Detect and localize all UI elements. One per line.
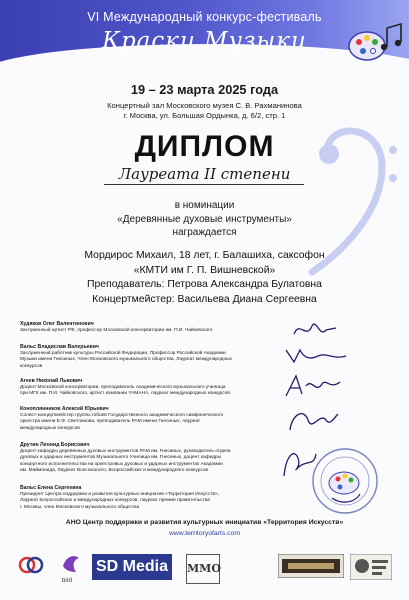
festival-palette-logo xyxy=(343,22,405,66)
jury-name: Вальс Владислав Валерьевич xyxy=(20,344,99,350)
festival-stamp xyxy=(310,446,380,516)
signature-1 xyxy=(290,318,340,342)
jury-desc-line: Заслуженный работник культуры Российской Федерации, Профессор Российской Академии xyxy=(20,351,226,356)
participant-accompanist: Концертмейстер: Васильева Диана Сергеевна xyxy=(92,293,317,305)
bird-logo-label: bird xyxy=(62,578,73,584)
venue-line-1: Концертный зал Московского музея С. В. Рахманинова xyxy=(107,101,302,110)
sd-media-logo: SD Media xyxy=(92,554,172,580)
participant-name: Мордирос Михаил, 18 лет, г. Балашиха, саксофон xyxy=(84,250,325,261)
jury-member xyxy=(20,485,310,511)
jury-desc-line: Заслуженный артист РФ, профессор Московской консерватории им. П.И. Чайковского xyxy=(20,328,213,333)
in-nomination-label: в номинации xyxy=(174,200,235,211)
participant-block xyxy=(0,249,409,307)
jury-name: Агеев Николай Львович xyxy=(20,378,83,384)
jury-desc-line: при МГК им. П.И. Чайковского, артист компании YAMAHA, лауреат международных конкурсов xyxy=(20,391,230,397)
jury-member xyxy=(20,321,310,334)
jury-name: Коноплянников Алексей Юрьевич xyxy=(20,406,109,412)
jury-member xyxy=(20,442,310,475)
partner-logo-2 xyxy=(350,554,392,580)
jury-desc-line: духовых и ударных инструментов Музыкального Училища им. Гнесиных, доцент кафедры xyxy=(20,455,222,461)
festival-title: Краски Музыки xyxy=(102,28,307,54)
jury-member xyxy=(20,378,310,398)
sponsor-logos xyxy=(0,548,409,590)
partner-logo-1 xyxy=(278,554,344,578)
awarded-label: награждается xyxy=(172,227,237,238)
jury-desc-line: концертного исполнительства на оркестровых духовых и ударных инструментах Академии xyxy=(20,461,223,467)
jury-desc-line: международных конкурсов xyxy=(20,425,80,431)
jury-name: Друтин Леонид Борисович xyxy=(20,442,90,448)
jury-desc-line: Доцент Московской консерватории, преподаватель Академического музыкального училища xyxy=(20,385,226,390)
jury-desc-line: им. Маймонида, Лауреат Всесоюзного, Всероссийских и международного конкурсов xyxy=(20,468,209,474)
nomination-name: «Деревянные духовые инструменты» xyxy=(117,213,292,225)
signature-3 xyxy=(282,372,344,400)
laureate-degree: Лауреата II степени xyxy=(118,165,291,183)
signature-4 xyxy=(284,406,340,436)
jury-desc-line: Музыки имени Гнесиных, Член Московского музыкального общества, Лауреат международных xyxy=(20,357,232,363)
jury-name: Худяков Олег Валентинович xyxy=(20,321,94,327)
signature-2 xyxy=(284,344,350,368)
nomination-block xyxy=(0,199,409,240)
festival-subtitle: VI Международный конкурс-фестиваль xyxy=(87,10,322,24)
bird-logo xyxy=(60,552,82,578)
jury-desc-line: оркестра имени Е.Ф. Светланова, преподаватель РАМ имени Гнесиных, лауреат xyxy=(20,419,201,425)
participant-school: «КМТИ им Г. П. Вишневской» xyxy=(133,264,276,276)
jury-desc-line: Лауреат всероссийских и международных конкурсов, лауреат премии правительства xyxy=(20,498,210,504)
jury-desc-line: Президент Центра поддержки и развития культурных инициатив «Территория Искусств», xyxy=(20,492,220,497)
jury-member xyxy=(20,344,310,370)
participant-teacher: Преподаватель: Петрова Александра Булатовна xyxy=(87,279,322,290)
venue-line-2: г. Москва, ул. Большая Ордынка, д. 6/2, стр. 1 xyxy=(123,111,286,120)
mmo-logo: ММО xyxy=(186,554,220,584)
diploma-title: ДИПЛОМ xyxy=(134,130,275,163)
jury-member xyxy=(20,406,310,432)
event-dates: 19 – 23 марта 2025 года xyxy=(130,82,279,97)
laureate-underline xyxy=(104,184,304,185)
organizer-website[interactable]: www.territoryofarts.com xyxy=(168,530,240,537)
jury-desc-line: конкурсов xyxy=(20,363,43,369)
organizer-name: АНО Центр поддержки и развития культурных инициатив «Территория Искусств» xyxy=(65,519,344,526)
union-composers-logo xyxy=(18,552,44,578)
jury-desc-line: Солист-концертмейстер группы гобоев Государственного академического симфонического xyxy=(20,413,224,418)
jury-desc-line: г. Москвы, член Московского музыкального общества xyxy=(20,504,140,510)
jury-desc-line: Доцент кафедры деревянных духовых инструментов РАМ им. Гнесиных, руководитель отдела xyxy=(20,449,231,454)
jury-name: Вальс Елена Сергеевна xyxy=(20,485,82,491)
